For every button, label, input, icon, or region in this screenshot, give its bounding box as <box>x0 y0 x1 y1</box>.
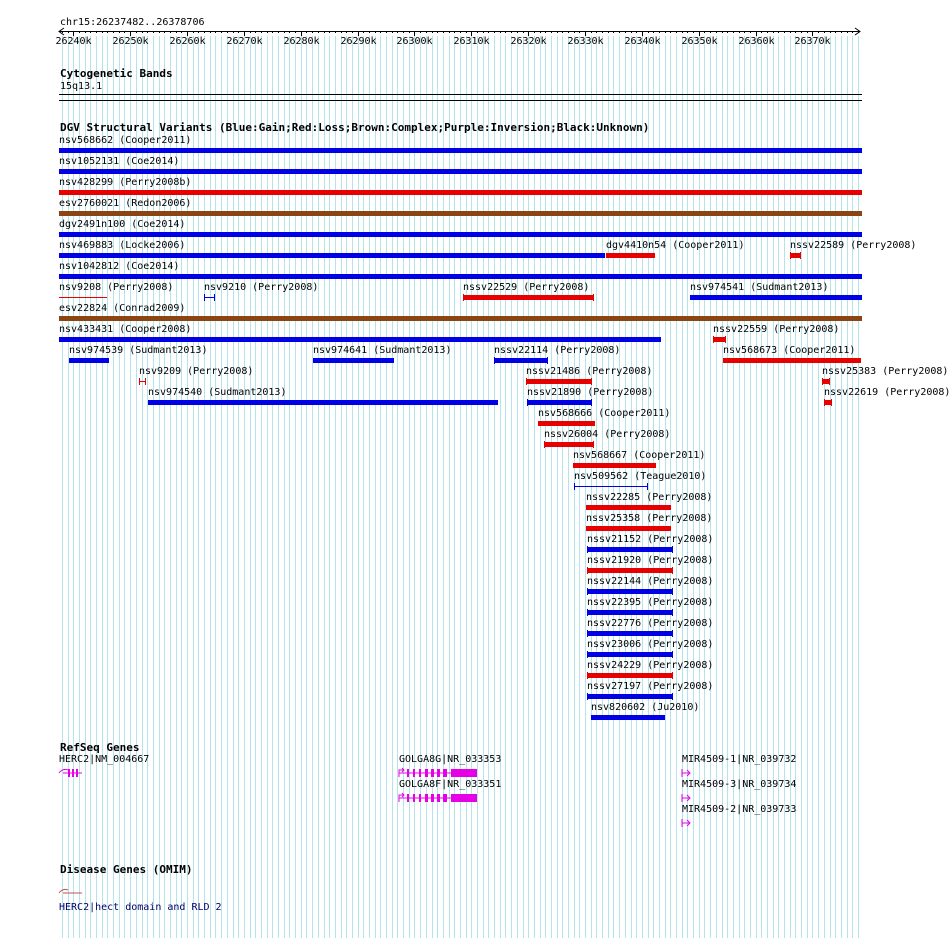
ruler-tick-label: 26250k <box>112 36 149 47</box>
variant-bar[interactable] <box>148 400 498 405</box>
variant-bar[interactable] <box>69 358 109 363</box>
exon-block <box>437 769 440 777</box>
disease-gene-label[interactable]: HERC2|hect domain and RLD 2 <box>59 902 222 913</box>
variant-whisker <box>139 378 140 385</box>
gene-label[interactable]: HERC2|NM_004667 <box>59 754 150 765</box>
ruler-tick-label: 26350k <box>681 36 718 47</box>
variant-whisker <box>713 336 714 343</box>
variant-bar[interactable] <box>586 526 671 531</box>
exon-block <box>68 769 70 777</box>
variant-bar[interactable] <box>587 673 673 678</box>
variant-bar[interactable] <box>723 358 861 363</box>
exon-block <box>419 769 421 777</box>
gene-label[interactable]: MIR4509-3|NR_039734 <box>682 779 797 790</box>
variant-label[interactable]: nssv22559 (Perry2008) <box>713 324 840 335</box>
variant-bar[interactable] <box>573 463 656 468</box>
variant-whisker <box>574 483 575 490</box>
variant-whisker <box>526 378 527 385</box>
variant-label[interactable]: esv22824 (Conrad2009) <box>59 303 186 314</box>
variant-whisker <box>527 399 528 406</box>
variant-whisker <box>672 672 673 679</box>
variant-label[interactable]: nssv22619 (Perry2008) <box>824 387 950 398</box>
variant-whisker <box>587 693 588 700</box>
variant-bar[interactable] <box>690 295 862 300</box>
variant-whisker <box>593 441 594 448</box>
variant-bar[interactable] <box>587 610 673 615</box>
variant-whisker <box>145 378 146 385</box>
exon-block <box>413 794 415 802</box>
exon-block <box>425 794 428 802</box>
ruler-tick-label: 26340k <box>624 36 661 47</box>
arrow-left-icon <box>59 769 68 773</box>
variant-label[interactable]: nsv1042812 (Coe2014) <box>59 261 180 272</box>
variant-whisker <box>587 672 588 679</box>
variant-whisker <box>214 294 215 301</box>
ruler-tick-label: 26260k <box>169 36 206 47</box>
variant-label[interactable]: nssv22529 (Perry2008) <box>463 282 590 293</box>
variant-whisker <box>494 357 495 364</box>
ruler-tick-label: 26300k <box>396 36 433 47</box>
variant-bar[interactable] <box>59 232 862 237</box>
exon-block <box>425 769 428 777</box>
variant-label[interactable]: nsv9208 (Perry2008) <box>59 282 174 293</box>
arrow-left-icon <box>59 889 68 893</box>
exon-block <box>407 794 409 802</box>
ruler-tick-label: 26310k <box>453 36 490 47</box>
variant-whisker <box>800 252 801 259</box>
exon-block <box>419 794 421 802</box>
variant-whisker <box>204 294 205 301</box>
exon-block <box>431 769 434 777</box>
gene-model[interactable] <box>57 767 86 779</box>
variant-bar[interactable] <box>59 211 862 216</box>
variant-whisker <box>587 588 588 595</box>
variant-label[interactable]: nsv974541 (Sudmant2013) <box>690 282 829 293</box>
gene-label[interactable]: MIR4509-1|NR_039732 <box>682 754 797 765</box>
cytoband-track-title: Cytogenetic Bands <box>60 67 173 80</box>
variant-label[interactable]: nssv21152 (Perry2008) <box>587 534 714 545</box>
disease-gene-model[interactable] <box>57 887 86 899</box>
gene-model[interactable] <box>397 767 481 779</box>
variant-label[interactable]: nsv974641 (Sudmant2013) <box>313 345 452 356</box>
variant-bar[interactable] <box>544 442 594 447</box>
variant-label[interactable]: nssv21920 (Perry2008) <box>587 555 714 566</box>
variant-bar[interactable] <box>591 715 665 720</box>
variant-bar[interactable] <box>463 295 594 300</box>
variant-whisker <box>672 609 673 616</box>
gene-label[interactable]: MIR4509-2|NR_039733 <box>682 804 797 815</box>
variant-bar[interactable] <box>59 316 862 321</box>
variant-whisker <box>831 399 832 406</box>
variant-label[interactable]: nsv428299 (Perry2008b) <box>59 177 192 188</box>
variant-label[interactable]: nsv509562 (Teague2010) <box>574 471 707 482</box>
variant-label[interactable]: dgv2491n100 (Coe2014) <box>59 219 186 230</box>
variant-whisker <box>587 609 588 616</box>
exon-block <box>76 769 78 777</box>
variant-bar[interactable] <box>538 421 595 426</box>
variant-label[interactable]: nssv21890 (Perry2008) <box>527 387 654 398</box>
variant-label[interactable]: nssv22144 (Perry2008) <box>587 576 714 587</box>
variant-label[interactable]: nsv974540 (Sudmant2013) <box>148 387 287 398</box>
variant-label[interactable]: nssv25358 (Perry2008) <box>586 513 713 524</box>
ruler-tick-label: 26270k <box>226 36 263 47</box>
variant-whisker <box>593 294 594 301</box>
variant-label[interactable]: nssv25383 (Perry2008) <box>822 366 949 377</box>
exon-block <box>451 769 477 777</box>
variant-whisker <box>790 252 791 259</box>
variant-whisker <box>672 630 673 637</box>
exon-block <box>413 769 415 777</box>
variant-whisker <box>463 294 464 301</box>
variant-label[interactable]: nssv26004 (Perry2008) <box>544 429 671 440</box>
variant-label[interactable]: nssv27197 (Perry2008) <box>587 681 714 692</box>
variant-whisker <box>672 693 673 700</box>
variant-whisker <box>587 651 588 658</box>
refseq-track-title: RefSeq Genes <box>60 741 140 754</box>
variant-whisker <box>672 588 673 595</box>
variant-bar[interactable] <box>59 297 107 298</box>
exon-block <box>407 769 409 777</box>
variant-whisker <box>544 441 545 448</box>
variant-whisker <box>672 567 673 574</box>
arrow-right-icon <box>682 770 690 776</box>
gene-label[interactable]: GOLGA8G|NR_033353 <box>399 754 502 765</box>
variant-whisker <box>647 483 648 490</box>
variant-label[interactable]: nsv568662 (Cooper2011) <box>59 135 192 146</box>
variant-label[interactable]: nsv9210 (Perry2008) <box>204 282 319 293</box>
variant-whisker <box>587 567 588 574</box>
variant-bar[interactable] <box>59 337 661 342</box>
variant-bar[interactable] <box>586 505 671 510</box>
variant-whisker <box>591 378 592 385</box>
arrow-right-icon <box>682 795 690 801</box>
variant-bar[interactable] <box>59 169 862 174</box>
gene-model[interactable] <box>680 817 694 829</box>
ruler-tick-label: 26360k <box>738 36 775 47</box>
variant-label[interactable]: nsv974539 (Sudmant2013) <box>69 345 208 356</box>
variant-whisker <box>725 336 726 343</box>
variant-bar[interactable] <box>313 358 394 363</box>
exon-block <box>443 769 447 777</box>
gene-label[interactable]: GOLGA8F|NR_033351 <box>399 779 502 790</box>
gene-model[interactable] <box>680 767 694 779</box>
variant-whisker <box>822 378 823 385</box>
exon-block <box>451 794 477 802</box>
exon-block <box>437 794 440 802</box>
variant-bar[interactable] <box>526 379 592 384</box>
variant-bar[interactable] <box>59 253 605 258</box>
variant-label[interactable]: esv2760021 (Redon2006) <box>59 198 192 209</box>
dgv-track-title: DGV Structural Variants (Blue:Gain;Red:Loss;Brown:Complex;Purple:Inversion;Black:Unknown) <box>60 121 650 134</box>
variant-label[interactable]: nsv820602 (Ju2010) <box>591 702 700 713</box>
variant-label[interactable]: nssv22589 (Perry2008) <box>790 240 917 251</box>
variant-bar[interactable] <box>59 274 862 279</box>
variant-bar[interactable] <box>587 568 673 573</box>
variant-bar[interactable] <box>587 631 673 636</box>
variant-bar[interactable] <box>606 253 655 258</box>
variant-bar[interactable] <box>587 652 673 657</box>
variant-whisker <box>672 651 673 658</box>
variant-whisker <box>829 378 830 385</box>
exon-block <box>431 794 434 802</box>
location-label: chr15:26237482..26378706 <box>60 17 205 28</box>
variant-label[interactable]: nsv568667 (Cooper2011) <box>573 450 706 461</box>
variant-bar[interactable] <box>574 486 648 487</box>
variant-label[interactable]: nsv1052131 (Coe2014) <box>59 156 180 167</box>
gene-model[interactable] <box>680 792 694 804</box>
ruler-tick-label: 26370k <box>794 36 831 47</box>
disease-track-title: Disease Genes (OMIM) <box>60 863 193 876</box>
variant-bar[interactable] <box>59 190 862 195</box>
variant-bar[interactable] <box>59 148 862 153</box>
variant-label[interactable]: nssv22285 (Perry2008) <box>586 492 713 503</box>
variant-label[interactable]: nssv21486 (Perry2008) <box>526 366 653 377</box>
variant-whisker <box>672 546 673 553</box>
variant-whisker <box>591 399 592 406</box>
variant-label[interactable]: nssv24229 (Perry2008) <box>587 660 714 671</box>
variant-whisker <box>587 546 588 553</box>
variant-label[interactable]: nssv22776 (Perry2008) <box>587 618 714 629</box>
arrow-right-icon <box>682 820 690 826</box>
cytoband-label: 15q13.1 <box>60 81 103 92</box>
variant-label[interactable]: nsv568673 (Cooper2011) <box>723 345 856 356</box>
variant-whisker <box>547 357 548 364</box>
variant-bar[interactable] <box>494 358 548 363</box>
exon-block <box>443 794 447 802</box>
ruler-tick-label: 26240k <box>55 36 92 47</box>
variant-label[interactable]: nsv433431 (Cooper2008) <box>59 324 192 335</box>
exon-block <box>72 769 74 777</box>
variant-whisker <box>824 399 825 406</box>
variant-label[interactable]: nsv568666 (Cooper2011) <box>538 408 671 419</box>
variant-bar[interactable] <box>587 694 673 699</box>
ruler-tick-label: 26290k <box>340 36 377 47</box>
variant-label[interactable]: nssv23006 (Perry2008) <box>587 639 714 650</box>
variant-label[interactable]: dgv4410n54 (Cooper2011) <box>606 240 745 251</box>
variant-label[interactable]: nssv22395 (Perry2008) <box>587 597 714 608</box>
variant-bar[interactable] <box>587 547 673 552</box>
variant-label[interactable]: nsv469883 (Locke2006) <box>59 240 186 251</box>
ruler-tick-label: 26280k <box>283 36 320 47</box>
ruler-tick-label: 26330k <box>567 36 604 47</box>
variant-bar[interactable] <box>587 589 673 594</box>
variant-label[interactable]: nsv9209 (Perry2008) <box>139 366 254 377</box>
variant-whisker <box>587 630 588 637</box>
variant-bar[interactable] <box>527 400 592 405</box>
ruler-tick-label: 26320k <box>510 36 547 47</box>
variant-label[interactable]: nssv22114 (Perry2008) <box>494 345 621 356</box>
gene-model[interactable] <box>397 792 481 804</box>
